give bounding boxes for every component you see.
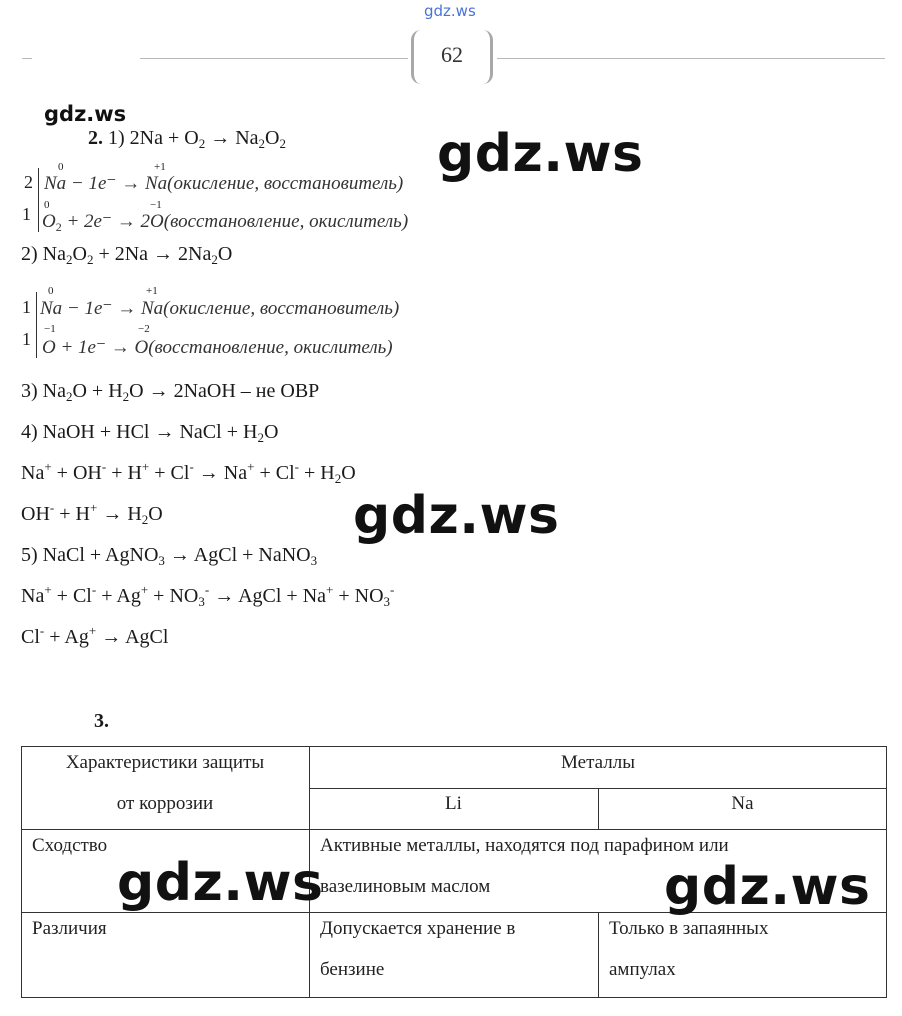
charge: - [91, 582, 97, 597]
reaction-4-sub: 2 [257, 430, 264, 445]
half-reaction-2 [42, 210, 408, 233]
reaction-4-part: O [263, 421, 279, 443]
watermark-small: gdz.ws [44, 102, 127, 126]
electron-balance-coef: 1 [22, 297, 31, 317]
half-reaction-part: + 2e⁻ → 2O(восстановление, окислитель) [61, 211, 409, 232]
reaction-2-sub: 2 [86, 252, 94, 267]
table-cell-na-difference: Только в запаянных [609, 918, 769, 939]
header-watermark: gdz.ws [424, 2, 476, 20]
task-2-number: 2. [88, 127, 103, 149]
header-rule-right [497, 58, 885, 59]
subscript: 2 [334, 471, 342, 486]
reaction-3-sub: 2 [65, 389, 73, 404]
oxidation-state: −2 [138, 323, 150, 335]
reaction-3 [21, 380, 319, 403]
reaction-4-part: 4) NaOH + HCl → NaCl + H [21, 421, 258, 443]
table-cell-similarity: Активные металлы, находятся под парафином или [320, 835, 729, 856]
header-rule-left-stub [22, 58, 32, 59]
ion: → AgCl [96, 626, 169, 648]
ion: + Cl [254, 462, 295, 484]
reaction-5-ionic-short [21, 623, 169, 649]
electron-balance-coef: 2 [24, 172, 33, 192]
reaction-2-part: O [217, 243, 233, 265]
watermark-large: gdz.ws [117, 853, 324, 913]
oxidation-state: 0 [58, 161, 64, 173]
table-cell-li-difference: Допускается хранение в [320, 918, 516, 939]
ion: + Cl [51, 585, 92, 607]
charge: - [189, 459, 194, 474]
charge: + [88, 623, 97, 638]
reaction-2-sub: 2 [65, 252, 73, 267]
table-header-na: Na [731, 793, 754, 814]
reaction-2 [21, 243, 232, 266]
reaction-1-sub: 2 [198, 136, 206, 151]
reaction-1-sub: 2 [258, 136, 266, 151]
oxidation-state: +1 [154, 161, 166, 173]
half-reaction-4: O + 1e⁻ → O(восстановление, окислитель) [42, 337, 393, 358]
reaction-5-part: 5) NaCl + AgNO [21, 544, 159, 566]
charge: + [89, 500, 98, 515]
reaction-2-part: 2) Na [21, 243, 66, 265]
charge: + [247, 459, 255, 474]
reaction-1-part: → Na [205, 127, 259, 149]
table-header-li: Li [445, 793, 462, 814]
reaction-4-ionic-short [21, 500, 163, 527]
reaction-3-part: O → 2NaOH – не ОВР [129, 380, 320, 402]
charge: - [39, 623, 45, 638]
table-cell-similarity: вазелиновым маслом [320, 876, 491, 897]
ion: → AgCl + Na [209, 585, 327, 607]
ion: + NO [333, 585, 384, 607]
subscript: 3 [383, 594, 391, 609]
reaction-5-part: → AgCl + NaNO [164, 544, 311, 566]
ion: + H [54, 503, 90, 525]
subscript: 2 [141, 512, 149, 527]
half-reaction-3: Na − 1e⁻ → Na(окисление, восстановитель) [40, 298, 400, 319]
reaction-2-part: + 2Na → 2Na [93, 243, 212, 265]
header-rule-left [140, 58, 408, 59]
electron-balance-coef: 1 [22, 329, 31, 349]
ion: → H [97, 503, 142, 525]
oxidation-state: +1 [146, 285, 158, 297]
charge: - [101, 459, 107, 474]
ion: OH [21, 503, 50, 525]
ion: + Cl [149, 462, 190, 484]
reaction-1-part: O [265, 127, 280, 149]
table-header-metals: Металлы [561, 752, 635, 773]
reaction-5 [21, 544, 317, 567]
half-reaction-part: O [42, 211, 56, 232]
ion: + Ag [96, 585, 141, 607]
table-cell-na-difference: ампулах [609, 959, 676, 980]
table-divider [598, 912, 599, 998]
balance-bracket [36, 292, 37, 358]
charge: - [204, 582, 210, 597]
charge: - [294, 459, 299, 474]
table-row-label-similarity: Сходство [32, 835, 108, 856]
ion: → Na [193, 462, 248, 484]
subscript: 3 [198, 594, 205, 609]
watermark-large: gdz.ws [353, 486, 560, 546]
reaction-4-ionic-full [21, 459, 356, 486]
watermark-large: gdz.ws [437, 124, 644, 184]
charge: + [140, 582, 149, 597]
ion: + OH [51, 462, 102, 484]
ion: O [148, 503, 163, 525]
ion: + Ag [44, 626, 89, 648]
ion: Cl [21, 626, 40, 648]
watermark-large: gdz.ws [664, 857, 871, 917]
reaction-4 [21, 421, 278, 444]
table-header-characteristics: Характеристики защиты [65, 752, 265, 773]
reaction-2-part: O [72, 243, 87, 265]
charge: - [390, 582, 395, 597]
oxidation-state: −1 [44, 323, 56, 335]
charge: + [326, 582, 334, 597]
page-number: 62 [411, 30, 493, 84]
half-reaction-sub: 2 [55, 220, 62, 234]
balance-bracket [38, 168, 39, 232]
charge: + [44, 459, 52, 474]
ion: Na [21, 462, 45, 484]
reaction-5-sub: 3 [158, 553, 165, 568]
charge: - [49, 500, 55, 515]
charge: + [141, 459, 150, 474]
reaction-1-sub: 2 [279, 136, 286, 151]
reaction-3-part: 3) Na [21, 380, 66, 402]
task-3-number: 3. [94, 710, 109, 732]
ion: O [341, 462, 356, 484]
reaction-5-ionic-full [21, 582, 395, 609]
ion: + H [299, 462, 335, 484]
ion: + NO [148, 585, 199, 607]
ion: + H [106, 462, 142, 484]
reaction-3-part: O + H [72, 380, 123, 402]
electron-balance-coef: 1 [22, 204, 31, 224]
table-cell-li-difference: бензине [320, 959, 385, 980]
reaction-5-sub: 3 [310, 553, 318, 568]
table-header-characteristics: от коррозии [116, 793, 214, 814]
oxidation-state: 0 [44, 199, 50, 211]
oxidation-state: 0 [48, 285, 54, 297]
oxidation-state: −1 [150, 199, 162, 211]
charge: + [44, 582, 52, 597]
reaction-2-sub: 2 [211, 252, 218, 267]
reaction-1 [88, 127, 286, 150]
ion: Na [21, 585, 45, 607]
half-reaction-1: Na − 1e⁻ → Na(окисление, восстановитель) [44, 173, 404, 194]
table-row-label-differences: Различия [32, 918, 107, 939]
reaction-3-sub: 2 [122, 389, 130, 404]
reaction-1-part: 1) 2Na + O [108, 127, 199, 149]
